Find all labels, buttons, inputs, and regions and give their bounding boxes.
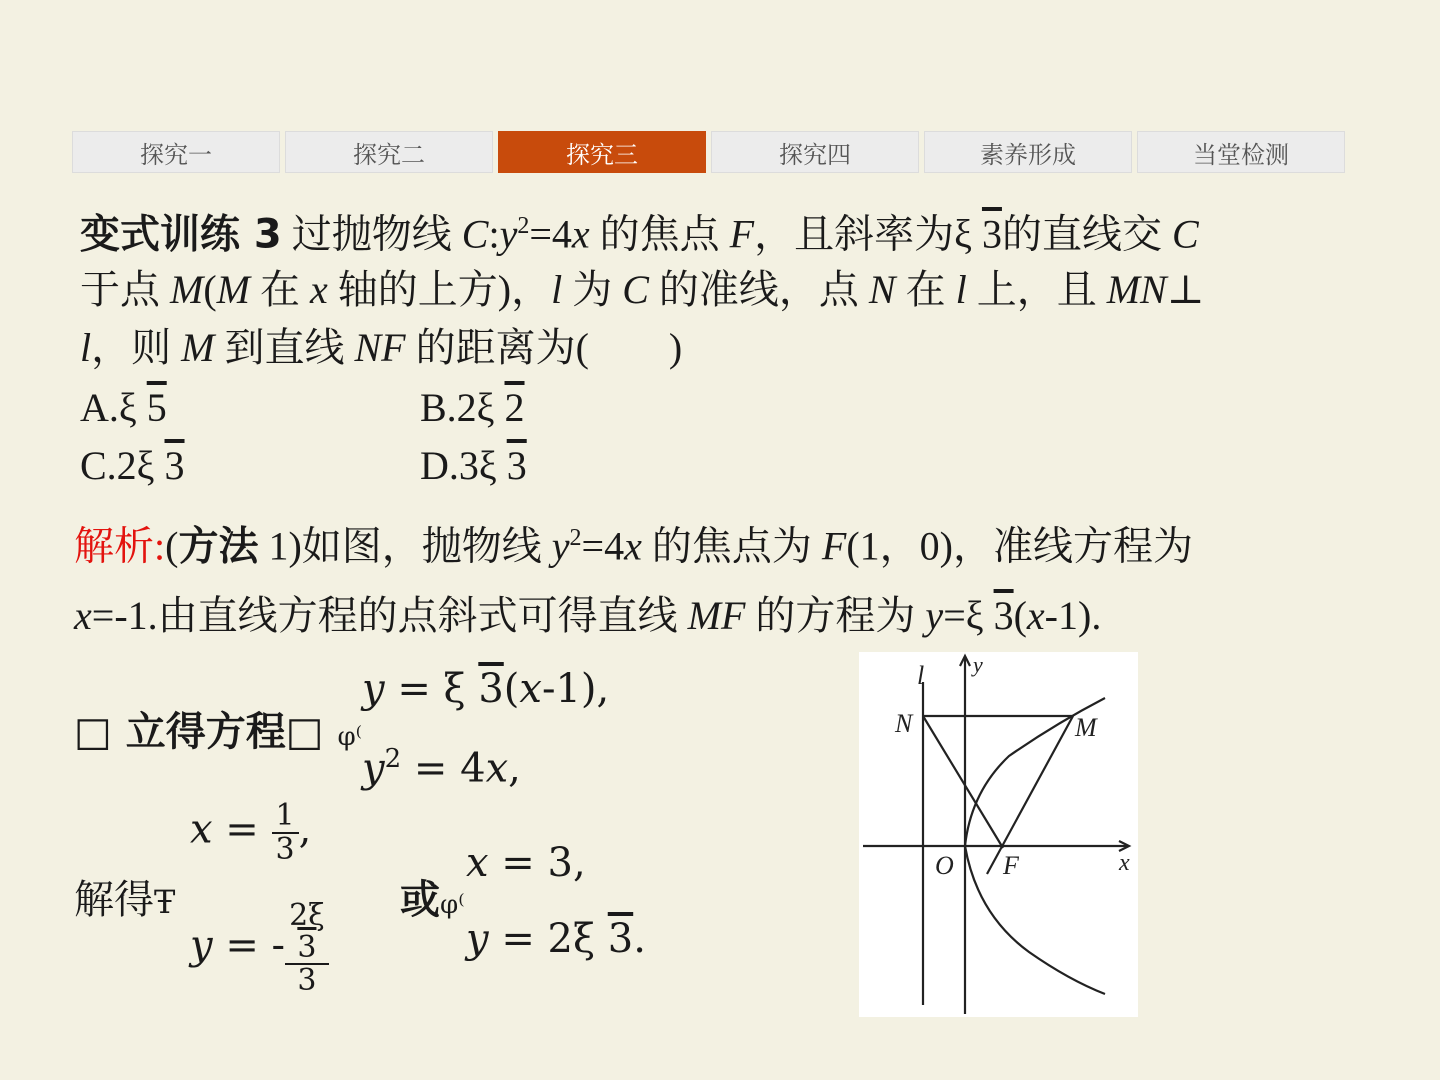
label-x: x (1119, 850, 1130, 876)
parabola-figure (859, 652, 1138, 1017)
tab-explore-2[interactable]: 探究二 (285, 131, 493, 173)
problem-line-2: 于点 M(M 在 x 轴的上方)，l 为 C 的准线，点 N 在 l 上，且 MN⊥ (80, 267, 1205, 312)
problem-line-3: l，则 M 到直线 NF 的距离为( ) (80, 325, 683, 370)
problem-line-1: 变式训练 3 过抛物线 $C:y^2=4x$ 的焦点 F，且斜率为ξ 3的直线交 C (80, 211, 1199, 258)
solution-line-2: x=-1.由直线方程的点斜式可得直线 MF 的方程为 y=ξ 3(x-1). (74, 593, 1102, 638)
tab-explore-1[interactable]: 探究一 (72, 131, 280, 173)
solution-1-y: y = - 2ξ 3 3 (190, 900, 329, 997)
segment-mf (987, 716, 1073, 874)
solution-line-1: 解析:(方法 1)如图，抛物线 $y^2=4x$ 的焦点为 F(1，0)，准线方程为 (74, 523, 1193, 570)
option-a: A.ξ 5 (80, 385, 167, 430)
label-l: l (917, 661, 925, 690)
option-b: B.2ξ 2 (420, 385, 525, 430)
problem-label: 变式训练 3 (80, 211, 282, 258)
solve-label: 解得Ŧ (74, 877, 176, 922)
label-m: M (1075, 713, 1097, 742)
tab-explore-3[interactable]: 探究三 (498, 131, 706, 173)
option-d: D.3ξ 3 (420, 443, 527, 488)
option-c: C.2ξ 3 (80, 443, 185, 488)
solution-2-y: y = 2ξ 3. (466, 916, 646, 962)
method-label: 方法 (178, 523, 259, 570)
solution-2-x: x = 3, (466, 840, 586, 886)
tab-explore-4[interactable]: 探究四 (711, 131, 919, 173)
system-label: □ 立得方程□ φ⁽ (74, 709, 363, 755)
label-n: N (895, 709, 913, 738)
solution-label: 解析: (74, 523, 166, 569)
parabola-graph (859, 652, 1138, 1017)
label-f: F (1003, 851, 1019, 880)
system-eq-1: y = ξ 3(x-1), (362, 666, 610, 712)
tab-literacy[interactable]: 素养形成 (924, 131, 1132, 173)
tab-classroom-test[interactable]: 当堂检测 (1137, 131, 1345, 173)
section-tabs (72, 131, 1345, 173)
label-y: y (973, 652, 983, 677)
or-label: 或φ⁽ (400, 877, 465, 923)
system-eq-2: $y^2 = 4x$, (362, 744, 521, 792)
solution-1-x: x = $\frac{1}{3}$ , (190, 798, 312, 867)
label-o: O (935, 851, 954, 880)
segment-nf (923, 716, 1003, 848)
